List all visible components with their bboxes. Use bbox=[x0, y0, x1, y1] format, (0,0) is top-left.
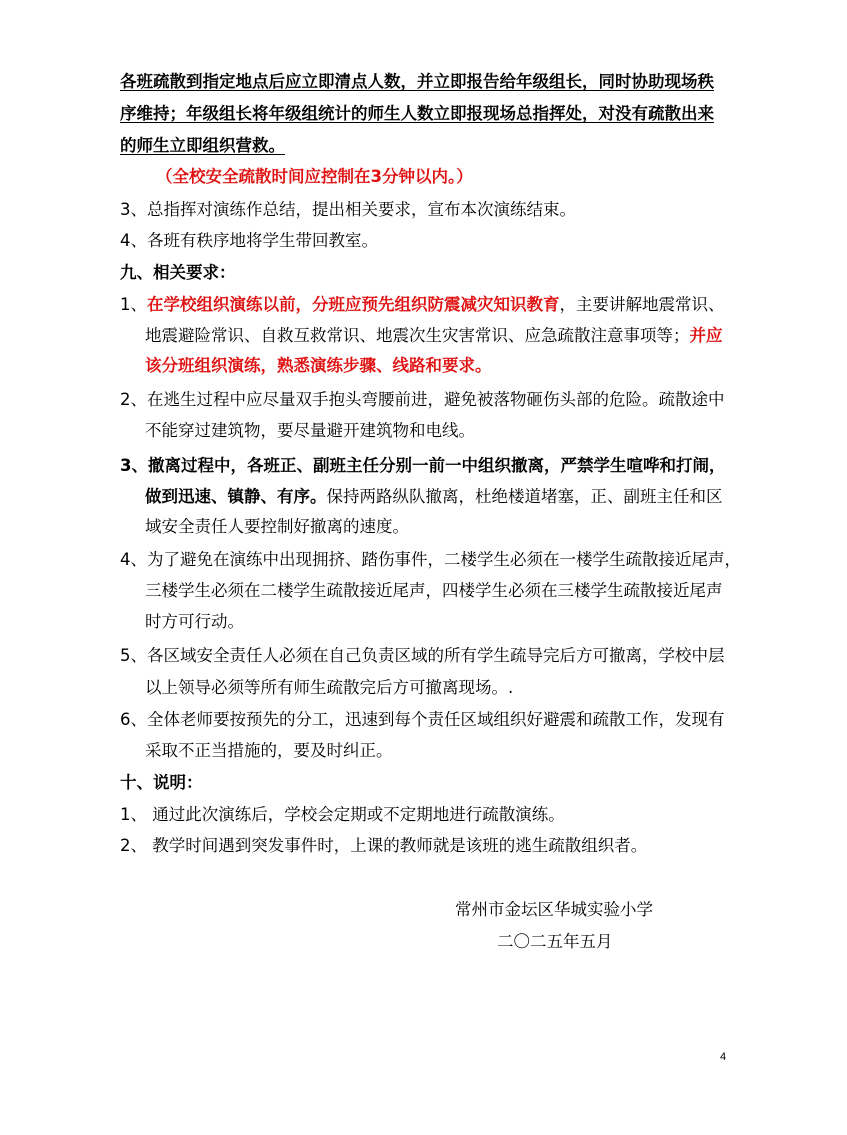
requirement-1-text-2: 地震避险常识、自救互救常识、地震次生灾害常识、应急疏散注意事项等； bbox=[145, 326, 690, 345]
requirement-6-line-2: 采取不正当措施的，要及时纠正。 bbox=[145, 741, 393, 760]
requirement-2-line-1: 2、在逃生过程中应尽量双手抱头弯腰前进，避免被落物砸伤头部的危险。疏散途中 bbox=[120, 390, 725, 409]
intro-line-3: 的师生立即组织营救。 bbox=[120, 136, 285, 155]
requirement-1-emphasis-1: 在学校组织演练以前，分班应预先组织防震减灾知识教育 bbox=[147, 295, 560, 314]
step-3: 3、总指挥对演练作总结，提出相关要求，宣布本次演练结束。 bbox=[120, 200, 576, 219]
requirement-1-line-2 bbox=[145, 325, 723, 347]
section-10-title: 十、说明： bbox=[120, 773, 203, 792]
requirement-1-number: 1、 bbox=[120, 295, 147, 314]
page-number: 4 bbox=[720, 1051, 727, 1063]
requirement-4-line-1: 4、为了避免在演练中出现拥挤、踏伤事件，二楼学生必须在一楼学生疏散接近尾声， bbox=[120, 550, 741, 569]
signature-date: 二〇二五年五月 bbox=[497, 932, 613, 951]
evacuation-time-note: （全校安全疏散时间应控制在3分钟以内。） bbox=[156, 167, 473, 186]
note-1: 1、 通过此次演练后，学校会定期或不定期地进行疏散演练。 bbox=[120, 805, 565, 824]
signature-organization: 常州市金坛区华城实验小学 bbox=[455, 900, 653, 919]
requirement-1-line-1 bbox=[120, 294, 725, 316]
requirement-3-text: 保持两路纵队撤离，杜绝楼道堵塞，正、副班主任和区 bbox=[326, 487, 723, 506]
requirement-3-line-2 bbox=[145, 486, 723, 508]
requirement-1-text-1: ，主要讲解地震常识、 bbox=[559, 295, 725, 314]
requirement-1-emphasis-2: 并应 bbox=[689, 326, 723, 345]
requirement-4-line-3: 时方可行动。 bbox=[145, 612, 244, 631]
requirement-3-emphasis: 做到迅速、镇静、有序。 bbox=[145, 487, 327, 506]
requirement-2-line-2: 不能穿过建筑物，要尽量避开建筑物和电线。 bbox=[145, 421, 475, 440]
requirement-6-line-1: 6、全体老师要按预先的分工，迅速到每个责任区域组织好避震和疏散工作，发现有 bbox=[120, 710, 725, 729]
requirement-3-line-3: 域安全责任人要控制好撤离的速度。 bbox=[145, 517, 409, 536]
intro-line-2: 序维持；年级组长将年级组统计的师生人数立即报现场总指挥处，对没有疏散出来 bbox=[120, 104, 714, 123]
requirement-3-line-1: 3、撤离过程中，各班正、副班主任分别一前一中组织撤离，严禁学生喧哗和打闹， bbox=[120, 456, 726, 475]
requirement-5-line-1: 5、各区域安全责任人必须在自己负责区域的所有学生疏导完后方可撤离，学校中层 bbox=[120, 646, 725, 665]
step-4: 4、各班有秩序地将学生带回教室。 bbox=[120, 231, 378, 250]
section-9-title: 九、相关要求： bbox=[120, 263, 236, 282]
note-2: 2、 教学时间遇到突发事件时，上课的教师就是该班的逃生疏散组织者。 bbox=[120, 836, 648, 855]
requirement-4-line-2: 三楼学生必须在二楼学生疏散接近尾声，四楼学生必须在三楼学生疏散接近尾声 bbox=[145, 581, 723, 600]
requirement-1-line-3: 该分班组织演练，熟悉演练步骤、线路和要求。 bbox=[145, 356, 492, 375]
intro-line-1: 各班疏散到指定地点后应立即清点人数，并立即报告给年级组长，同时协助现场秩 bbox=[120, 72, 714, 91]
requirement-5-line-2: 以上领导必须等所有师生疏散完后方可撤离现场。. bbox=[145, 678, 514, 697]
